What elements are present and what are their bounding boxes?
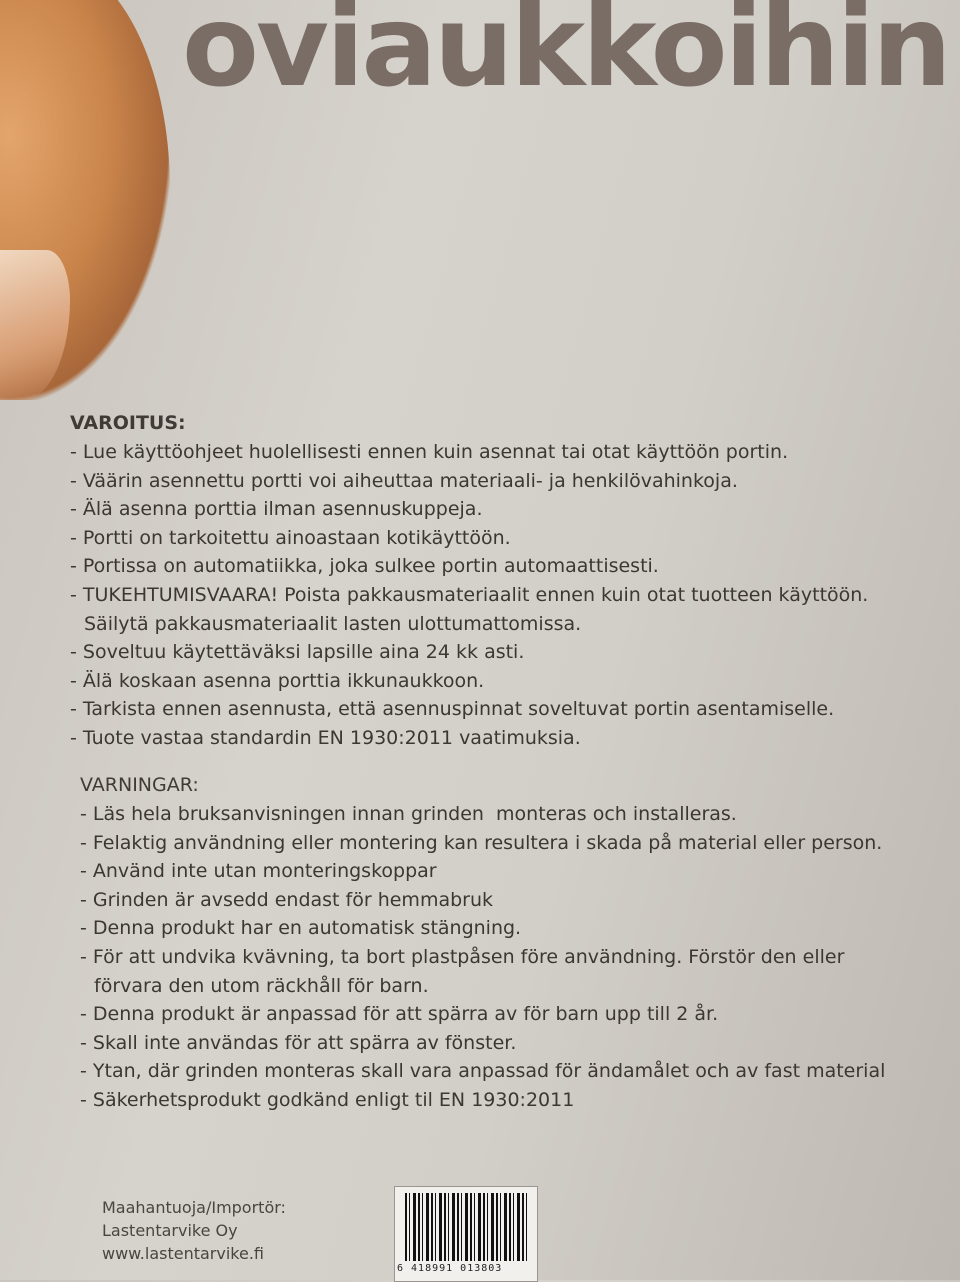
barcode-bars — [405, 1193, 529, 1261]
warning-item: - Älä koskaan asenna porttia ikkunaukkoon. — [70, 669, 485, 692]
swedish-warnings-list — [80, 800, 940, 1115]
warning-item: - Portti on tarkoitettu ainoastaan kotikäyttöön. — [70, 526, 511, 549]
warning-item: - Portissa on automatiikka, joka sulkee portin automaattisesti. — [70, 555, 659, 578]
warning-item: - Grinden är avsedd endast för hemmabruk — [80, 888, 494, 911]
warning-item: - Felaktig användning eller montering kan resultera i skada på material eller person. — [80, 831, 883, 854]
finnish-warnings — [70, 410, 930, 753]
importer-website: www.lastentarvike.fi — [102, 1244, 264, 1263]
warning-item: - Ytan, där grinden monteras skall vara anpassad för ändamålet och av fast material — [80, 1060, 886, 1083]
finnish-warnings-title: VAROITUS: — [70, 412, 186, 434]
finnish-warnings-list — [70, 438, 930, 753]
importer-company: Lastentarvike Oy — [102, 1221, 238, 1240]
warning-item: - Denna produkt är anpassad för att spärra av för barn upp till 2 år. — [80, 1003, 719, 1026]
warning-item: - Skall inte användas för att spärra av fönster. — [80, 1031, 517, 1054]
warning-item: - Lue käyttöohjeet huolellisesti ennen kuin asennat tai otat käyttöön portin. — [70, 441, 789, 463]
warning-item: - För att undvika kvävning, ta bort plastpåsen före användning. Förstör den eller förvara den utom räckhåll för barn. — [80, 945, 845, 997]
swedish-warnings — [80, 772, 940, 1115]
warning-item: - Tarkista ennen asennusta, että asennuspinnat soveltuvat portin asentamiselle. — [70, 698, 835, 721]
warning-item: - Älä asenna porttia ilman asennuskuppeja. — [70, 498, 483, 521]
warning-item: - Tuote vastaa standardin EN 1930:2011 vaatimuksia. — [70, 726, 581, 749]
warning-item: - TUKEHTUMISVAARA! Poista pakkausmateriaalit ennen kuin otat tuotteen käyttöön. Säilytä pakkausmateriaalit lasten ulottumattomissa. — [70, 583, 869, 635]
warning-item: - Denna produkt har en automatisk stängning. — [80, 917, 522, 940]
swedish-warnings-title: VARNINGAR: — [80, 774, 199, 796]
warning-item: - Säkerhetsprodukt godkänd enligt til EN 1930:2011 — [80, 1088, 575, 1111]
barcode-digits: 6 418991 013803 — [397, 1263, 503, 1274]
headline-word: oviaukkoihin — [182, 0, 949, 112]
barcode — [394, 1186, 538, 1282]
warning-item: - Soveltuu käytettäväksi lapsille aina 24 kk asti. — [70, 641, 525, 664]
warning-item: - Läs hela bruksanvisningen innan grinden monteras och installeras. — [80, 803, 737, 825]
warning-item: - Använd inte utan monteringskoppar — [80, 860, 437, 883]
importer-label: Maahantuoja/Importör: — [102, 1198, 286, 1217]
importer-info — [102, 1196, 286, 1265]
warning-item: - Väärin asennettu portti voi aiheuttaa materiaali- ja henkilövahinkoja. — [70, 469, 738, 492]
